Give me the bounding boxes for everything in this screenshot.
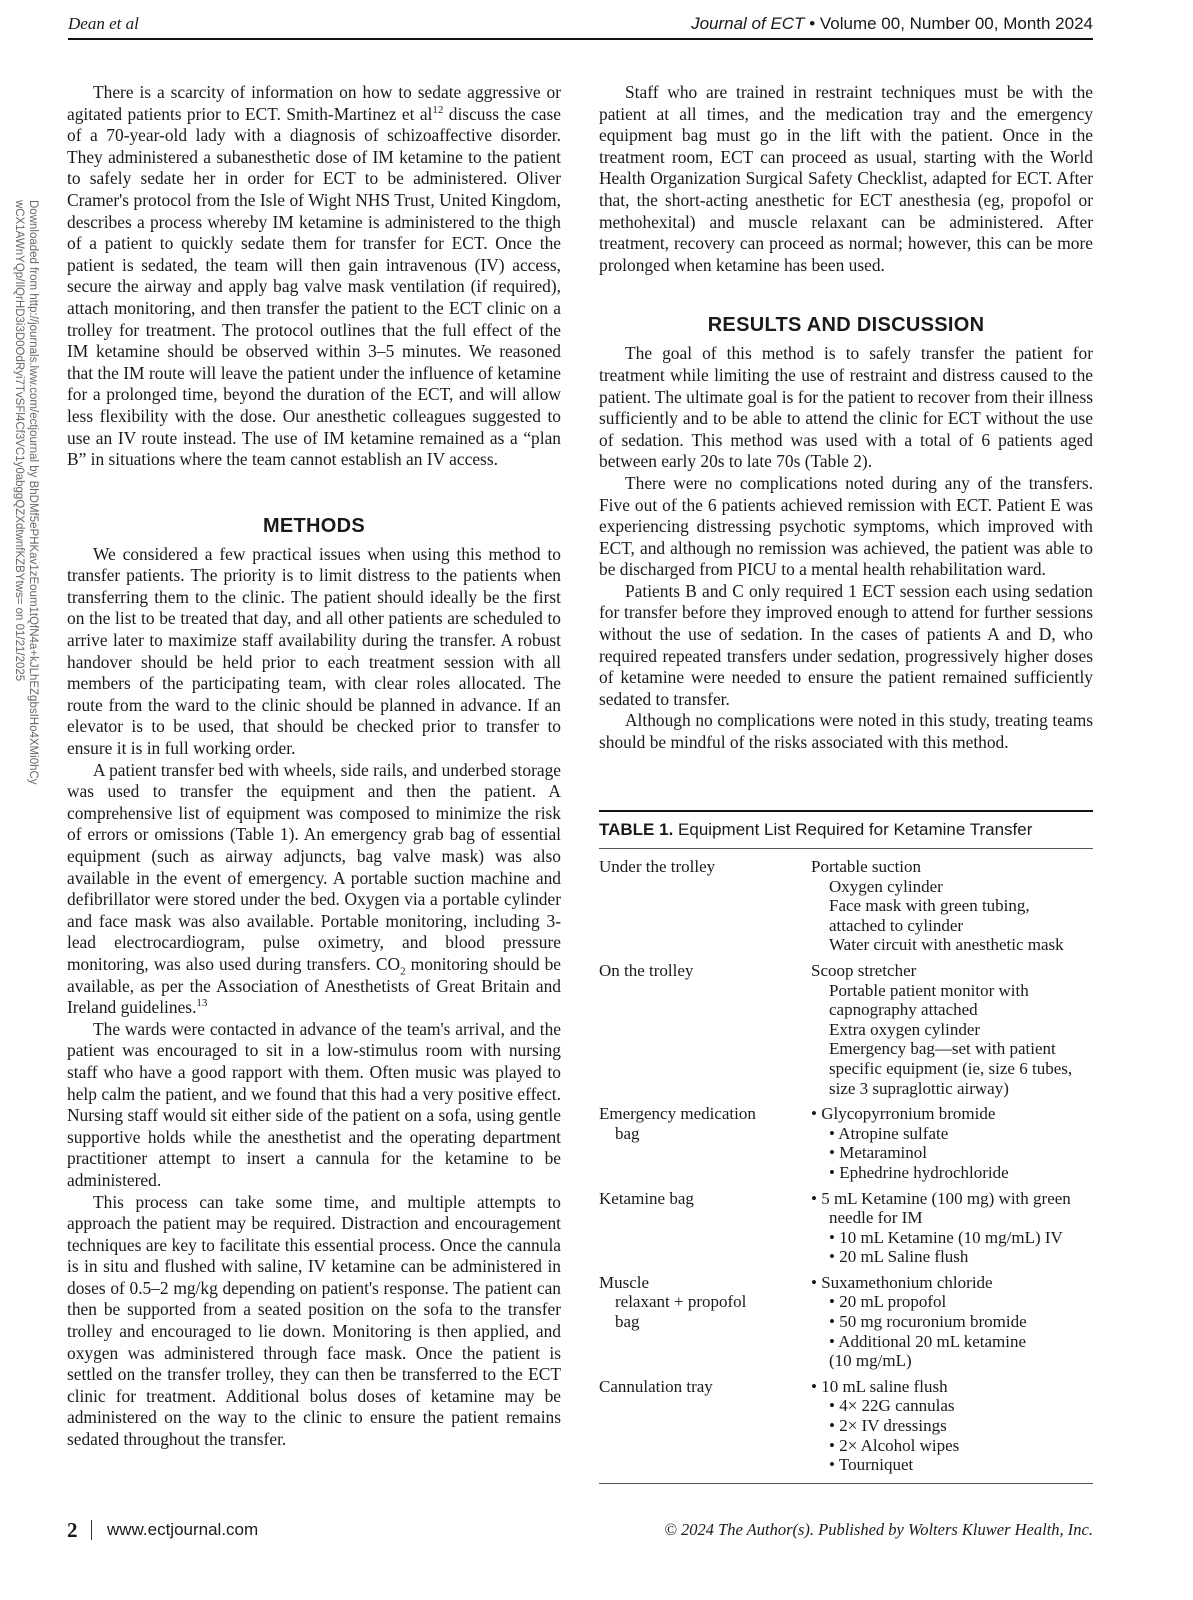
table-item: • Tourniquet [829, 1455, 914, 1475]
table-items-cell [811, 1377, 1093, 1475]
table-item: • 20 mL propofol [829, 1292, 947, 1312]
table-item: Extra oxygen cylinder [829, 1019, 981, 1039]
table-category-cell [599, 1189, 811, 1267]
header-journal-info [691, 14, 1093, 34]
table-item: • 2× Alcohol wipes [829, 1435, 960, 1455]
right-column [599, 82, 1093, 754]
citation-13[interactable]: 13 [196, 997, 208, 1010]
table-items-cell [811, 1189, 1093, 1267]
table-item: size 3 supraglottic airway) [829, 1078, 1009, 1098]
table-category-line: Muscle [599, 1272, 650, 1292]
table-item: • Glycopyrronium bromide [811, 1104, 996, 1124]
table-item: • 20 mL Saline flush [829, 1247, 969, 1267]
results-paragraph-4: Although no complications were noted in this study, treating teams should be mindful of the risks associated with this method. [599, 710, 1093, 753]
table-category-cell [599, 1377, 811, 1475]
watermark-line-1: Downloaded from http://journals.lww.com/ectjournal by BhDMf5ePHKav1zEoum1tQfN4a+kJLhEZgbsIHo4XMi0hCy [27, 200, 39, 785]
table-row [599, 1104, 1093, 1182]
table-item: Oxygen cylinder [829, 876, 943, 896]
table-caption [599, 812, 1093, 849]
methods-paragraph-3: The wards were contacted in advance of the team's arrival, and the patient was encouraged to sit in a low-stimulus room with nursing staff who have a good rapport with them. Often music was played to help calm the patient, and we found that this had a very positive effect. Nursing staff would sit either side of the patient on a sofa, using gentle supportive holds while the anesthetist and the operating department practitioner attempt to insert a cannula for the ketamine to be administered. [67, 1018, 561, 1190]
footer-divider [91, 1520, 92, 1540]
table-bottom-rule [599, 1483, 1093, 1484]
results-paragraph-1: The goal of this method is to safely transfer the patient for treatment while limiting the use of restraint and distress caused to the patient. The ultimate goal is for the patient to recover from their illness sufficiently and to be able to attend the clinic for ECT without the use of sedation. This method was used with a total of 6 patients aged between early 20s to late 70s (Table 2). [599, 343, 1093, 472]
left-column [67, 82, 561, 1451]
table-label: TABLE 1. [599, 820, 674, 839]
table-item: • 10 mL Ketamine (10 mg/mL) IV [829, 1227, 1063, 1247]
header-authors: Dean et al [68, 14, 139, 33]
table-category-cell [599, 1273, 811, 1371]
results-paragraph-3: Patients B and C only required 1 ECT session each using sedation for transfer before they improved enough to attend for further sessions without the use of sedation. In the cases of patients A and D, who required repeated transfers under sedation, progressively higher doses of ketamine were needed to ensure the patient remained sufficiently sedated to transfer. [599, 580, 1093, 709]
table-category-line: Under the trolley [599, 857, 716, 876]
table-category-cell [599, 961, 811, 1098]
table-items-cell [811, 857, 1093, 955]
table-items-cell [811, 961, 1093, 1098]
table-item: • Ephedrine hydrochloride [829, 1162, 1009, 1182]
table-item: • Atropine sulfate [829, 1123, 949, 1143]
citation-12[interactable]: 12 [432, 103, 444, 116]
journal-website-link[interactable]: www.ectjournal.com [107, 1520, 259, 1539]
methods-paragraph-4: This process can take some time, and multiple attempts to approach the patient may be required. Distraction and encouragement techniques are key to facilitate this essential process. Once the cannula is in situ and flushed with saline, IV ketamine can be administered in doses of 0.5–2 mg/kg depending on patient's response. The patient can then be supported from a seated position on the sofa to the transfer trolley and encouraged to lie down. Monitoring is then applied, and oxygen was administered through face mask. Once the patient is settled on the transfer trolley, they can then be transferred to the ECT clinic for treatment. Additional bolus doses of ketamine may be administered on the way to the clinic to ensure the patient remains sedated throughout the transfer. [67, 1191, 561, 1450]
table-item: • Additional 20 mL ketamine [829, 1331, 1027, 1351]
table-item: Water circuit with anesthetic mask [829, 935, 1064, 955]
table-category-line: Cannulation tray [599, 1376, 713, 1396]
methods-heading: METHODS [262, 514, 366, 537]
table-item: Portable patient monitor with [829, 980, 1029, 1000]
table-category-line: Emergency medication [599, 1104, 756, 1124]
results-paragraph-2: There were no complications noted during any of the transfers. Five out of the 6 patients achieved remission with ECT. Patient E was experiencing distressing psychotic symptoms, which improved with ECT, and although no remission was achieved, the patient was able to be discharged from PICU to a mental health rehabilitation ward. [599, 472, 1093, 580]
staff-paragraph: Staff who are trained in restraint techniques must be with the patient at all times, and the medication tray and the emergency equipment bag must go in the lift with the patient. Once in the treatment room, ECT can proceed as usual, starting with the World Health Organization Surgical Safety Checklist, adapted for ECT. After that, the short-acting anesthetic for ECT anesthesia (eg, propofol or methohexital) and muscle relaxant can be administered. After treatment, recovery can proceed as normal; however, this can be more prolonged when ketamine has been used. [599, 82, 1093, 275]
table-row [599, 857, 1093, 955]
header-journal-name: Journal of ECT [691, 14, 805, 33]
table-category-line: bag [615, 1123, 640, 1143]
table-category-cell [599, 857, 811, 955]
table-item: • 50 mg rocuronium bromide [829, 1312, 1027, 1332]
table-category-line: relaxant + propofol [615, 1292, 747, 1312]
table-item: capnography attached [829, 1000, 978, 1020]
table-item: • 2× IV dressings [829, 1416, 947, 1436]
results-heading: RESULTS AND DISCUSSION [707, 314, 985, 337]
table-item: Scoop stretcher [811, 960, 917, 980]
table-category-line: bag [615, 1312, 640, 1332]
table-item: specific equipment (ie, size 6 tubes, [829, 1058, 1073, 1078]
table-item: • 4× 22G cannulas [829, 1396, 955, 1416]
methods-paragraph-2: A patient transfer bed with wheels, side rails, and underbed storage was used to transfer the equipment and then the patient. A comprehensive list of equipment was composed to minimize the risk of errors or omissions (Table 1). An emergency grab bag of essential equipment (such as airway adjuncts, bag valve mask) was also available in the event of emergency. A portable suction machine and defibrillator were stored under the bed. Oxygen via a portable cylinder and face mask was also available. Portable monitoring, including 3-lead electrocardiogram, pulse oximetry, and blood pressure monitoring, was also used during transfers. $CO_2$ monitoring should be available, as per the Association of Anesthetists of Great Britain and Ireland guidelines.$^{13}$ [67, 759, 561, 1018]
table-category-cell [599, 1104, 811, 1182]
table-item: attached to cylinder [829, 915, 964, 935]
table-item: Face mask with green tubing, [829, 896, 1030, 916]
table-body [599, 849, 1093, 1475]
table-item: Emergency bag—set with patient [829, 1039, 1056, 1059]
copyright-notice: © 2024 The Author(s). Published by Wolters Kluwer Health, Inc. [664, 1520, 1093, 1539]
table-row [599, 1189, 1093, 1267]
running-header [68, 12, 1093, 40]
table-item: • Suxamethonium chloride [811, 1272, 993, 1292]
table-item: • 5 mL Ketamine (100 mg) with green [811, 1188, 1071, 1208]
table-items-cell [811, 1104, 1093, 1182]
table-row [599, 961, 1093, 1098]
table-item: needle for IM [829, 1208, 923, 1228]
table-title: Equipment List Required for Ketamine Transfer [678, 820, 1033, 839]
methods-paragraph-1: We considered a few practical issues when using this method to transfer patients. The priority is to limit distress to the patients when transferring them to the clinic. The patient should ideally be the first on the list to be treated that day, and all other patients are scheduled to arrive later to maximize staff availability during the transfer. A robust handover should be held prior to each treatment session with all members of the participating team, with clear roles allocated. The route from the ward to the clinic should be planned in advance. If an elevator is to be used, that should be checked prior to transfer to ensure it is in full working order. [67, 543, 561, 759]
table-item: • Metaraminol [829, 1143, 928, 1163]
table-row [599, 1377, 1093, 1475]
table-category-line: Ketamine bag [599, 1188, 694, 1208]
header-issue: Volume 00, Number 00, Month 2024 [819, 14, 1093, 33]
header-separator: • [809, 14, 816, 33]
table-items-cell [811, 1273, 1093, 1371]
table-item: (10 mg/mL) [829, 1351, 912, 1371]
download-watermark [0, 200, 40, 1200]
table-item: Portable suction [811, 857, 922, 876]
watermark-line-2: wCX1AWnYQp/IlQrHD3i3D0OdRyi7TvSFl4Cf3VC1y0abggQZXdtwnfKZBYtws= on 01/21/2025 [13, 200, 25, 682]
page-footer [67, 1518, 1093, 1544]
table-category-line: On the trolley [599, 960, 694, 980]
page-number: 2 [67, 1518, 78, 1542]
intro-paragraph: There is a scarcity of information on how to sedate aggressive or agitated patients prior to ECT. Smith-Martinez et $al^{12}$ discuss the case of a 70-year-old lady with a diagnosis of schizoaffective disorder. They administered a subanesthetic dose of IM ketamine to the patient to safely sedate her in order for ECT to be administered. Oliver Cramer's protocol from the Isle of Wight NHS Trust, United Kingdom, describes a process whereby IM ketamine is administered to the thigh of a patient to quickly sedate them for transfer for ECT. Once the patient is sedated, the team will then gain intravenous (IV) access, secure the airway and apply bag valve mask ventilation (if required), attach monitoring, and then transfer the patient to the ECT clinic on a trolley for treatment. The protocol outlines that the full effect of the IM ketamine should be observed within 3–5 minutes. We reasoned that the IM route will leave the patient under the influence of ketamine for a prolonged time, beyond the duration of the ECT, and will allow less flexibility with the dose. Our anesthetic colleagues suggested to use an IV route instead. The use of IM ketamine remained as a “plan B” in situations where the team cannot establish an IV access. [67, 82, 561, 470]
table-row [599, 1273, 1093, 1371]
table-item: • 10 mL saline flush [811, 1376, 948, 1396]
table-1 [599, 810, 1093, 1484]
